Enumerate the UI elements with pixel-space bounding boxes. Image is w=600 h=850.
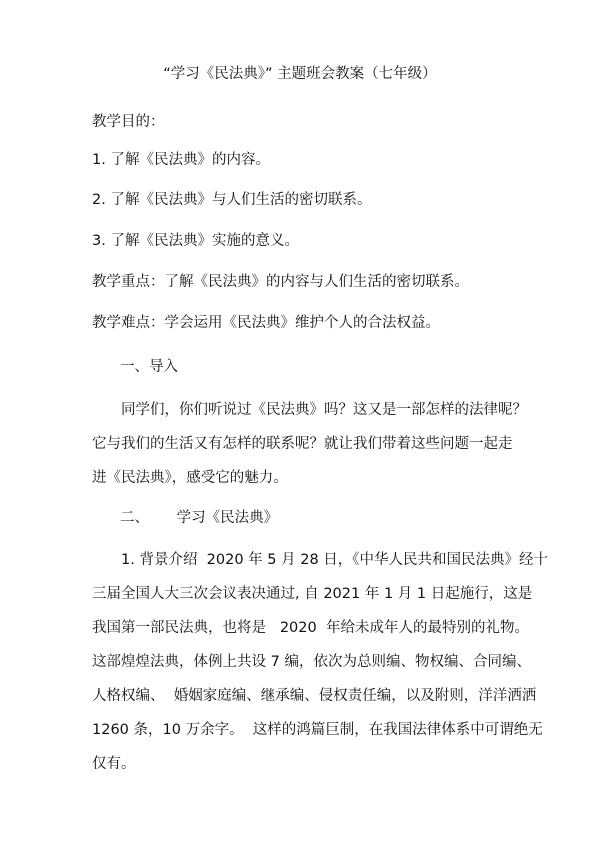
paragraph-line: 同学们，你们听说过《民法典》吗？这又是一部怎样的法律呢？ xyxy=(121,402,527,418)
section1-heading: 一、导入 xyxy=(120,359,178,375)
paragraph-line: 三届全国人大三次会议表决通过, 自 2021 年 1 月 1 日起施行，这是 xyxy=(92,586,533,602)
section2-paragraph xyxy=(92,543,549,781)
difficulty: 教学难点：学会运用《民法典》维护个人的合法权益。 xyxy=(92,315,440,331)
paragraph-line: 它与我们的生活又有怎样的联系呢？就让我们带着这些问题一起走 xyxy=(92,436,513,452)
section2-heading: 二、 学习《民法典》 xyxy=(120,510,279,526)
paragraph-line: 我国第一部民法典，也将是 2020 年给未成年人的最特别的礼物。 xyxy=(92,620,529,636)
paragraph-line: 1260 条，10 万余字。 这样的鸿篇巨制，在我国法律体系中可谓绝无 xyxy=(92,722,543,738)
objectives-heading: 教学目的： xyxy=(92,114,165,130)
objective-item: 3. 了解《民法典》实施的意义。 xyxy=(92,233,299,249)
objective-item: 2. 了解《民法典》与人们生活的密切联系。 xyxy=(92,192,372,208)
paragraph-line: 人格权编、 婚姻家庭编、继承编、侵权责任编，以及附则，洋洋洒洒 xyxy=(92,688,537,704)
objective-item: 1. 了解《民法典》的内容。 xyxy=(92,152,270,168)
key-point: 教学重点：了解《民法典》的内容与人们生活的密切联系。 xyxy=(92,274,469,290)
paragraph-line: 进《民法典》，感受它的魅力。 xyxy=(92,470,288,486)
paragraph-line: 这部煌煌法典，体例上共设 7 编，依次为总则编、物权编、合同编、 xyxy=(92,654,531,670)
section1-paragraph xyxy=(92,393,527,495)
paragraph-line: 1. 背景介绍 2020 年 5 月 28 日，《中华人民共和国民法典》经十 xyxy=(121,552,549,568)
paragraph-line: 仅有。 xyxy=(92,756,136,772)
document-title: “学习《民法典》” 主题班会教案（七年级） xyxy=(163,66,437,82)
